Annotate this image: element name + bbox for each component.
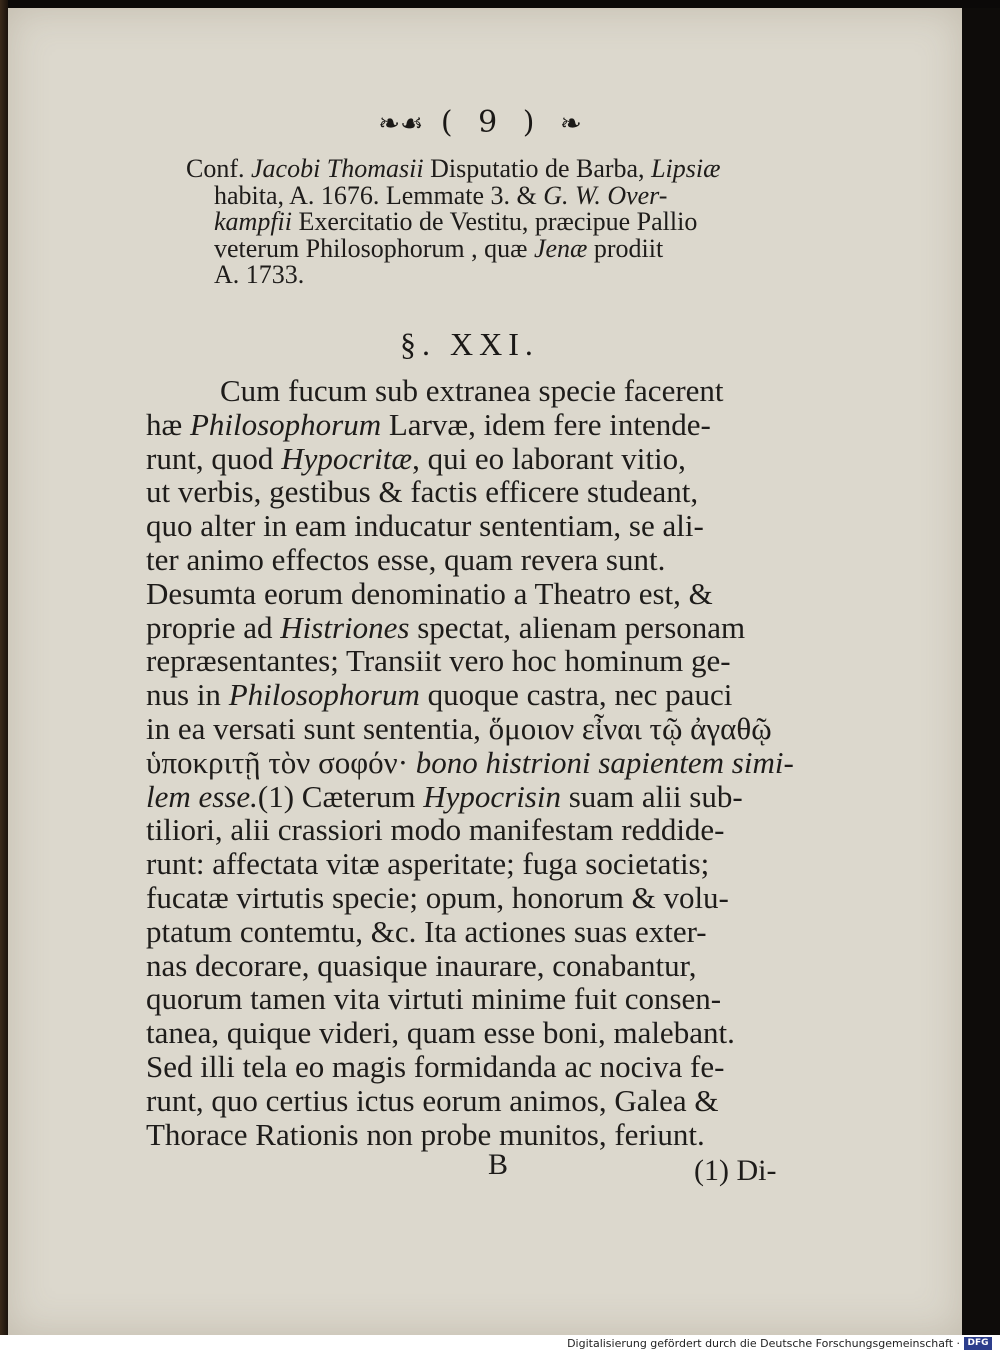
section-heading: §. XXI. <box>400 326 539 362</box>
text-segment: veterum Philosophorum , quæ <box>214 233 534 263</box>
text-segment: Desumta eorum denominatio a Theatro est, & <box>146 575 713 611</box>
text-segment: quoque castra, nec pauci <box>419 677 733 713</box>
body-paragraph <box>146 374 796 1151</box>
text-segment: runt: affectata vitæ asperitate; fuga societatis; <box>146 846 710 882</box>
text-line <box>146 678 796 712</box>
text-line <box>146 712 796 746</box>
italic-text: Jacobi Thomasii <box>251 154 424 183</box>
note-line <box>186 209 796 236</box>
text-segment: habita, A. 1676. Lemmate 3. & <box>214 180 544 210</box>
text-line <box>146 881 796 915</box>
text-segment: quorum tamen vita virtuti minime fuit consen- <box>146 981 722 1017</box>
text-line <box>146 1084 796 1118</box>
book-spine <box>0 0 8 1335</box>
text-segment: nas decorare, quasique inaurare, conabantur, <box>146 947 697 983</box>
text-segment: A. 1733. <box>214 260 305 289</box>
catchword: (1) Di- <box>694 1154 777 1187</box>
text-segment: prodiit <box>587 233 664 263</box>
text-line <box>146 644 796 678</box>
page-header <box>340 105 620 145</box>
text-line <box>146 982 796 1016</box>
text-segment: ὑποκριτῇ τὸν σοφόν· <box>146 744 416 780</box>
italic-text: lem esse. <box>146 778 258 814</box>
text-segment: repræsentantes; Transiit vero hoc hominum ge- <box>146 643 731 679</box>
text-line <box>146 746 796 780</box>
text-segment: quo alter in eam inducatur sententiam, se ali- <box>146 508 704 544</box>
text-segment: Larvæ, idem fere intende- <box>381 406 711 442</box>
note-line <box>186 180 796 210</box>
text-segment: runt, quo certius ictus eorum animos, Galea & <box>146 1082 719 1118</box>
text-segment: , qui eo laborant vitio, <box>412 440 686 476</box>
text-segment: in ea versati sunt sententia, <box>146 710 489 746</box>
text-line <box>146 374 796 408</box>
text-line <box>146 475 796 509</box>
digitization-footer <box>0 1335 1000 1353</box>
text-line <box>146 577 796 611</box>
text-segment: Cum fucum sub extranea specie facerent <box>220 373 724 408</box>
text-segment: ter animo effectos esse, quam revera sunt. <box>146 541 666 577</box>
text-line <box>146 408 796 442</box>
text-line <box>146 847 796 881</box>
italic-text: Jenæ <box>533 233 588 263</box>
text-line <box>146 509 796 543</box>
dfg-logo: DFG <box>964 1337 992 1350</box>
page-number: ( 9 ) <box>440 105 543 140</box>
text-segment: ut verbis, gestibus & factis efficere studeant, <box>146 474 699 510</box>
text-segment: fucatæ virtutis specie; opum, honorum & volu- <box>146 879 729 915</box>
signature-mark: B <box>488 1148 509 1181</box>
italic-text: Philosophorum <box>189 406 382 442</box>
reference-note <box>186 156 796 289</box>
text-segment: ptatum contemtu, &c. Ita actiones suas exter- <box>146 913 707 949</box>
text-segment: Exercitatio de Vestitu, præcipue Pallio <box>292 207 698 236</box>
italic-text: Lipsiæ <box>651 154 721 183</box>
text-line <box>146 780 796 814</box>
italic-text: bono histrioni sapientem simi- <box>415 744 794 780</box>
text-segment: Thorace Rationis non probe munitos, feriunt. <box>146 1116 705 1152</box>
text-line <box>146 442 796 476</box>
text-segment: spectat, alienam personam <box>409 609 746 645</box>
ornament-right-icon: ❧ <box>559 109 582 139</box>
ornament-left-icon: ❧☙ <box>378 109 424 139</box>
text-segment: proprie ad <box>146 609 281 645</box>
page-edge-shadow <box>962 8 1000 1335</box>
text-line <box>146 949 796 983</box>
italic-text: G. W. Over- <box>543 180 668 210</box>
italic-text: Philosophorum <box>228 677 420 713</box>
text-line <box>146 611 796 645</box>
text-line <box>146 915 796 949</box>
text-segment: tiliori, alii crassiori modo manifestam reddide- <box>146 812 725 848</box>
text-segment: Disputatio de Barba, <box>423 154 652 183</box>
note-line <box>186 233 796 263</box>
text-line <box>146 1016 796 1050</box>
note-line <box>186 156 796 183</box>
text-segment: runt, quod <box>146 440 282 476</box>
funding-credit: Digitalisierung gefördert durch die Deutsche Forschungsgemeinschaft · <box>567 1337 960 1350</box>
page-footer-marks <box>150 1148 800 1187</box>
italic-text: Histriones <box>280 609 410 645</box>
text-line <box>146 543 796 577</box>
italic-text: Hypocrisin <box>423 778 561 814</box>
text-segment: suam alii sub- <box>560 778 743 814</box>
text-line <box>146 1050 796 1084</box>
text-line <box>146 813 796 847</box>
text-segment: (1) Cæterum <box>257 778 424 814</box>
italic-text: kampfii <box>214 207 292 236</box>
text-segment: tanea, quique videri, quam esse boni, malebant. <box>146 1015 735 1051</box>
italic-text: Hypocritæ <box>281 440 413 476</box>
text-line <box>146 1118 796 1152</box>
text-segment: Sed illi tela eo magis formidanda ac nociva fe- <box>146 1048 725 1084</box>
note-line <box>186 262 796 289</box>
text-segment: hæ <box>146 406 190 442</box>
text-segment: ὅμοιον εἶναι τῷ ἀγαθῷ <box>488 710 772 746</box>
text-segment: Conf. <box>186 154 251 183</box>
text-segment: nus in <box>146 677 229 713</box>
